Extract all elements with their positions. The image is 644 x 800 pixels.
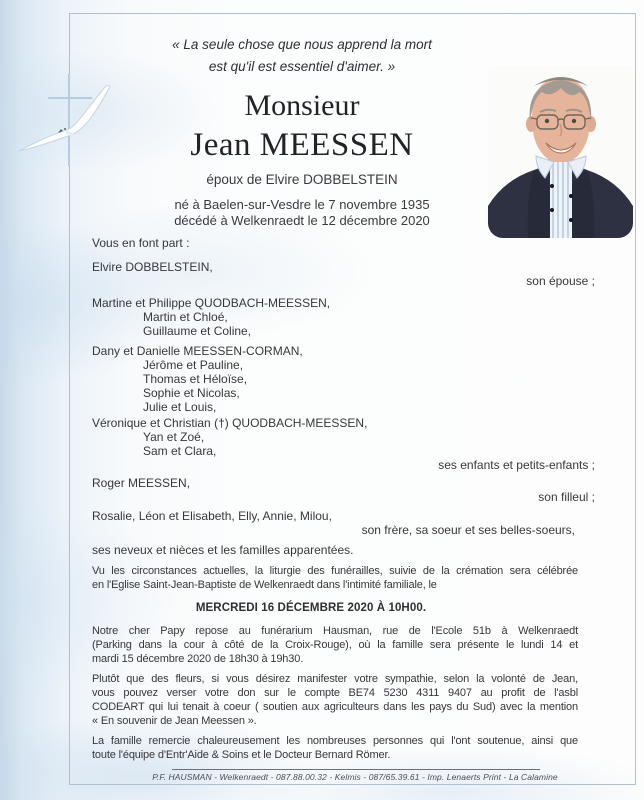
family-line: Dany et Danielle MEESSEN-CORMAN,: [92, 344, 303, 358]
deceased-title: Monsieur: [244, 89, 360, 122]
announcement-body: [92, 236, 595, 762]
relation-label: son frère, sa soeur et ses belles-soeurs,: [361, 523, 575, 537]
notice-line: Notre cher Papy repose au funérarium Hausman, rue de l'Ecole 51b à Welkenraedt: [92, 625, 578, 637]
relation-label: ses enfants et petits-enfants ;: [438, 458, 595, 472]
memorial-quote-line1: « La seule chose que nous apprend la mort: [172, 37, 432, 52]
header-block: [69, 36, 535, 229]
notice-line: toute l'équipe d'Entr'Aide & Soins et le Docteur Bernard Römer.: [92, 749, 391, 761]
thanks-paragraph: [92, 734, 578, 762]
family-line: Thomas et Héloïse,: [143, 372, 248, 386]
notice-line: vous pouvez verser votre don sur le compte BE74 5230 4311 9407 au profit de l'asbl: [92, 687, 578, 699]
notice-line: (Parking dans la cour à côté de la Croix-Rouge), où la famille sera présente le lundi 14 et: [92, 639, 578, 651]
notice-line: Plutôt que des fleurs, si vous désirez manifester votre sympathie, selon la volonté de Jean,: [92, 673, 578, 685]
family-line: Martin et Chloé,: [143, 310, 228, 324]
donation-paragraph: [92, 672, 578, 728]
notice-line: « En souvenir de Jean Meessen ».: [92, 715, 257, 727]
family-line: Sam et Clara,: [143, 444, 217, 458]
family-line: Yan et Zoé,: [143, 430, 205, 444]
family-intro: Vous en font part :: [92, 236, 190, 250]
footer-divider: [172, 769, 540, 770]
relation-label: son filleul ;: [538, 490, 595, 504]
deceased-name: Jean MEESSEN: [190, 127, 414, 163]
family-line: Guillaume et Coline,: [143, 324, 252, 338]
memorial-quote-line2: est qu'il est essentiel d'aimer. »: [208, 59, 396, 74]
notice-line: Vu les circonstances actuelles, la liturgie des funérailles, suivie de la crémation sera célébrée: [92, 565, 578, 577]
family-line: Véronique et Christian (†) QUODBACH-MEESSEN,: [92, 416, 368, 430]
spouse-line: époux de Elvire DOBBELSTEIN: [206, 172, 398, 187]
birth-line: né à Baelen-sur-Vesdre le 7 novembre 1935: [174, 197, 430, 212]
family-line: Sophie et Nicolas,: [143, 386, 240, 400]
family-line: Elvire DOBBELSTEIN,: [92, 260, 213, 274]
repose-paragraph: [92, 624, 578, 666]
death-line: décédé à Welkenraedt le 12 décembre 2020: [174, 213, 430, 228]
notice-line: en l'Eglise Saint-Jean-Baptiste de Welkenraedt dans l'intimité familiale, le: [92, 579, 437, 591]
family-line: Julie et Louis,: [143, 400, 217, 414]
family-line: Rosalie, Léon et Elisabeth, Elly, Annie, Milou,: [92, 509, 332, 523]
family-line: ses neveux et nièces et les familles apparentées.: [92, 543, 354, 557]
notice-line: La famille remercie chaleureusement les nombreuses personnes qui l'ont soutenue, ainsi que: [92, 735, 578, 747]
funeral-notice-paragraph: [92, 564, 578, 592]
funeral-home-footer: P.F. HAUSMAN - Welkenraedt - 087.88.00.32 - Kelmis - 087/65.39.61 - Imp. Lenaerts Print - La Calamine: [152, 772, 558, 782]
notice-line: mardi 15 décembre 2020 de 18h30 à 19h30.: [92, 653, 304, 665]
family-line: Martine et Philippe QUODBACH-MEESSEN,: [92, 296, 331, 310]
notice-line: CODEART qui lui tenait à coeur ( soutien aux agriculteurs dans les pays du Sud) avec la mention: [92, 701, 578, 713]
family-line: Roger MEESSEN,: [92, 476, 191, 490]
relation-label: son épouse ;: [526, 274, 595, 288]
ceremony-date-line: MERCREDI 16 DÉCEMBRE 2020 À 10H00.: [195, 602, 427, 614]
family-line: Jérôme et Pauline,: [143, 358, 244, 372]
